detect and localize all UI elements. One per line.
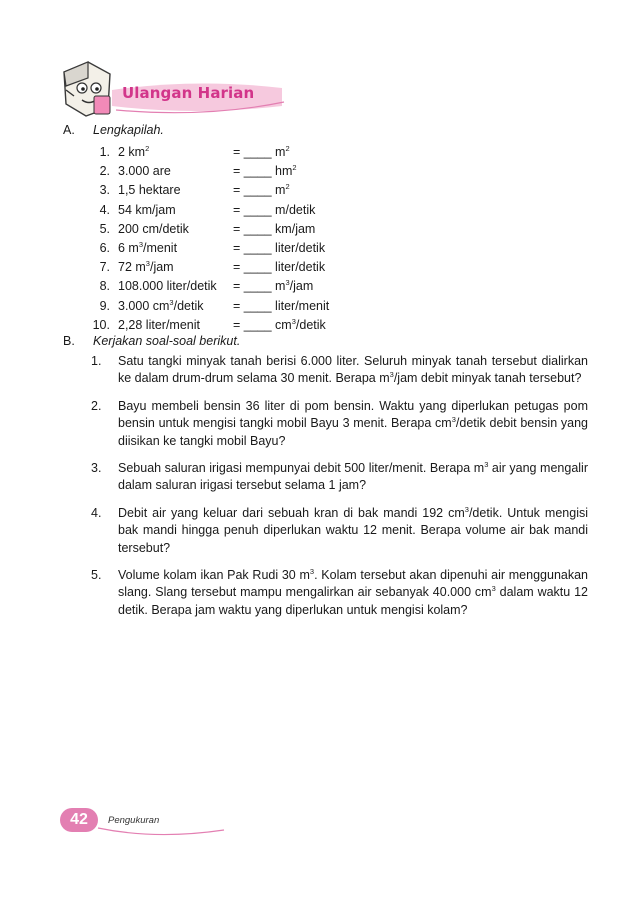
- conversion-expression: [118, 277, 217, 296]
- problem-list: [91, 353, 588, 629]
- conversion-expression: [118, 143, 149, 162]
- conversion-row: [88, 316, 388, 335]
- expression-value: 72 m: [118, 260, 146, 275]
- answer-blank: [233, 143, 290, 162]
- answer-exponent: 2: [292, 163, 297, 173]
- unit-exponent: 3: [451, 415, 456, 425]
- expression-value: 200 cm/detik: [118, 221, 189, 236]
- answer-unit: = ____ m/detik: [233, 202, 316, 217]
- unit-exponent: 3: [491, 584, 496, 594]
- expression-value: 6 m: [118, 240, 139, 255]
- problem-text-part: dalam waktu 12 detik. Berapa jam waktu yang diperlukan untuk mengisi kolam?: [118, 585, 589, 617]
- conversion-list: [88, 143, 388, 335]
- expression-value: 2,28 liter/menit: [118, 317, 200, 332]
- unit-exponent: 3: [389, 370, 394, 380]
- expression-value: 108.000 liter/detik: [118, 279, 217, 294]
- conversion-expression: [118, 162, 171, 181]
- item-number: 10.: [92, 317, 110, 332]
- expression-exponent: 2: [145, 144, 150, 153]
- expression-exponent: 3: [138, 239, 144, 249]
- answer-unit-suffix: /detik: [295, 317, 326, 332]
- page-title: Ulangan Harian: [122, 84, 255, 102]
- conversion-row: [88, 220, 388, 239]
- answer-blank: [233, 220, 315, 239]
- problem-text-part: /detik debit bensin yang diisikan ke tangki mobil Bayu?: [118, 416, 588, 448]
- problem-item: [91, 398, 588, 450]
- item-number: 7.: [99, 260, 110, 275]
- problem-text-part: /jam debit minyak tanah tersebut?: [393, 371, 582, 386]
- conversion-row: [88, 143, 388, 162]
- problem-item: [91, 567, 588, 619]
- answer-unit: = ____ liter/detik: [233, 240, 326, 255]
- problem-text: [118, 567, 588, 619]
- expression-value: 3.000 are: [118, 164, 171, 179]
- answer-blank: [233, 162, 297, 181]
- answer-blank: [233, 201, 315, 220]
- item-number: 2.: [91, 398, 102, 413]
- answer-unit: = ____ liter/detik: [233, 260, 326, 275]
- answer-exponent: 3: [285, 278, 290, 288]
- answer-blank: [233, 181, 290, 200]
- answer-blank: [233, 239, 325, 258]
- item-number: 1.: [99, 145, 110, 159]
- conversion-row: [88, 297, 388, 316]
- problem-text-part: air yang mengalir dalam saluran irigasi tersebut selama 1 jam?: [118, 461, 588, 493]
- answer-unit: = ____ m: [233, 279, 286, 294]
- unit-exponent: 3: [309, 567, 315, 577]
- answer-unit: = ____ liter/menit: [233, 298, 330, 313]
- item-number: 2.: [99, 164, 110, 179]
- expression-unit: /menit: [143, 240, 178, 255]
- item-number: 3.: [91, 461, 102, 476]
- conversion-expression: [118, 297, 203, 316]
- section-a-letter: A.: [63, 123, 75, 137]
- problem-text: [118, 353, 588, 388]
- problem-text: [118, 460, 588, 495]
- conversion-expression: [118, 316, 200, 335]
- answer-exponent: 2: [285, 144, 290, 153]
- unit-exponent: 3: [484, 460, 489, 470]
- item-number: 4.: [99, 202, 110, 217]
- conversion-expression: [118, 239, 177, 258]
- conversion-expression: [118, 258, 174, 277]
- expression-exponent: 3: [145, 259, 150, 269]
- answer-unit: = ____ km/jam: [233, 221, 316, 236]
- answer-unit: = ____ m: [233, 183, 286, 198]
- header: [58, 56, 258, 126]
- conversion-row: [88, 162, 388, 181]
- section-a-title: Lengkapilah.: [93, 123, 164, 137]
- conversion-row: [88, 181, 388, 200]
- answer-blank: [233, 258, 325, 277]
- problem-text-part: /detik. Untuk mengisi bak mandi hingga penuh diperlukan waktu 12 menit. Berapa volume air bak mandi tersebut?: [118, 505, 588, 555]
- answer-exponent: 3: [291, 316, 296, 326]
- conversion-expression: [118, 201, 176, 220]
- item-number: 6.: [99, 240, 110, 255]
- problem-text-part: Sebuah saluran irigasi mempunyai debit 500 liter/menit. Berapa m: [118, 461, 485, 476]
- expression-unit: /detik: [173, 298, 204, 313]
- expression-exponent: 3: [169, 297, 174, 307]
- answer-unit: = ____ hm: [233, 164, 293, 179]
- section-b-title: Kerjakan soal-soal berikut.: [93, 334, 241, 348]
- answer-blank: [233, 316, 326, 335]
- conversion-row: [88, 201, 388, 220]
- conversion-expression: [118, 181, 181, 200]
- problem-text: [118, 505, 588, 557]
- item-number: 1.: [91, 354, 102, 368]
- conversion-row: [88, 239, 388, 258]
- answer-blank: [233, 297, 329, 316]
- item-number: 8.: [99, 279, 110, 294]
- answer-blank: [233, 277, 313, 296]
- problem-text-part: Debit air yang keluar dari sebuah kran di bak mandi 192 cm: [118, 505, 465, 520]
- conversion-expression: [118, 220, 189, 239]
- chapter-name: Pengukuran: [108, 815, 160, 826]
- expression-value: 1,5 hektare: [118, 183, 181, 198]
- expression-value: 2 km: [118, 145, 146, 159]
- item-number: 9.: [99, 298, 110, 313]
- answer-unit: = ____ m: [233, 145, 286, 159]
- unit-exponent: 3: [464, 504, 469, 514]
- answer-exponent: 2: [285, 182, 290, 192]
- page-number: 42: [60, 808, 98, 832]
- problem-item: [91, 460, 588, 495]
- conversion-row: [88, 277, 388, 296]
- section-b-letter: B.: [63, 334, 75, 348]
- problem-item: [91, 353, 588, 388]
- item-number: 4.: [91, 505, 102, 520]
- problem-text-part: Satu tangki minyak tanah berisi 6.000 liter. Seluruh minyak tanah tersebut dialirkan ke dalam drum-drum selama 30 menit. Berapa m: [118, 354, 588, 386]
- problem-text-part: Bayu membeli bensin 36 liter di pom bensin. Waktu yang diperlukan petugas pom bensin untuk mengisi tangki mobil Bayu 3 menit. Berapa cm: [118, 398, 588, 431]
- problem-text-part: Volume kolam ikan Pak Rudi 30 m: [118, 568, 310, 583]
- problem-text-part: . Kolam tersebut akan dipenuhi air menggunakan slang. Slang tersebut mampu mengalirkan air sebanyak 40.000 cm: [118, 568, 589, 600]
- item-number: 5.: [91, 568, 102, 583]
- expression-value: 54 km/jam: [118, 202, 176, 217]
- answer-unit-suffix: /jam: [289, 279, 314, 294]
- conversion-row: [88, 258, 388, 277]
- item-number: 3.: [99, 183, 110, 198]
- item-number: 5.: [99, 221, 110, 236]
- expression-value: 3.000 cm: [118, 298, 170, 313]
- problem-item: [91, 505, 588, 557]
- expression-unit: /jam: [149, 260, 174, 275]
- problem-text: [118, 398, 588, 450]
- answer-unit: = ____ cm: [233, 317, 292, 332]
